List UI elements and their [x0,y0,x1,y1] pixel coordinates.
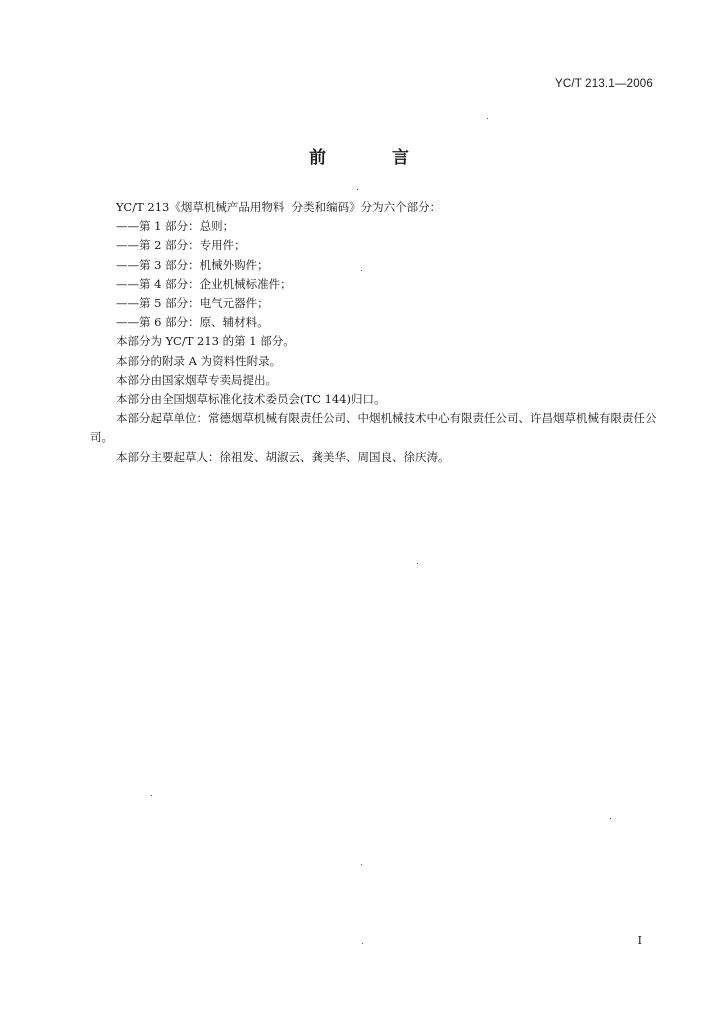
list-item-part-6: ——第 6 部分：原、辅材料。 [116,315,269,330]
scan-speck [417,563,418,564]
list-item-part-2: ——第 2 部分：专用件； [116,238,246,253]
list-item-part-4: ——第 4 部分：企业机械标准件； [116,276,292,291]
scan-speck [361,864,362,865]
list-item-part-5: ——第 5 部分：电气元器件； [116,296,269,311]
list-item-part-1: ——第 1 部分：总则； [116,219,235,234]
paragraph-appendix: 本部分的附录 A 为资料性附录。 [116,353,282,368]
scan-speck [362,943,363,944]
scan-speck [361,270,362,271]
scan-speck [357,189,358,190]
paragraph-proposer: 本部分由国家烟草专卖局提出。 [116,372,277,387]
page-number: I [637,934,642,947]
scan-speck [610,818,611,819]
paragraph-committee: 本部分由全国烟草标准化技术委员会(TC 144)归口。 [116,392,386,407]
foreword-body [90,198,662,467]
paragraph-drafters: 本部分主要起草人：徐祖发、胡淑云、龚美华、周国良、徐庆涛。 [116,449,450,464]
page-title: 前 言 [309,148,439,168]
scan-speck [487,118,488,119]
document-code: YC/T 213.1—2006 [554,78,653,90]
paragraph-scope: 本部分为 YC/T 213 的第 1 部分。 [116,334,295,349]
list-item-part-3: ——第 3 部分：机械外购件； [116,257,269,272]
scan-speck [151,795,152,796]
intro-paragraph: YC/T 213《烟草机械产品用物料 分类和编码》分为六个部分： [116,200,442,214]
paragraph-drafting-units: 本部分起草单位：常德烟草机械有限责任公司、中烟机械技术中心有限责任公司、许昌烟草机械有限责任公司。 [90,411,657,445]
